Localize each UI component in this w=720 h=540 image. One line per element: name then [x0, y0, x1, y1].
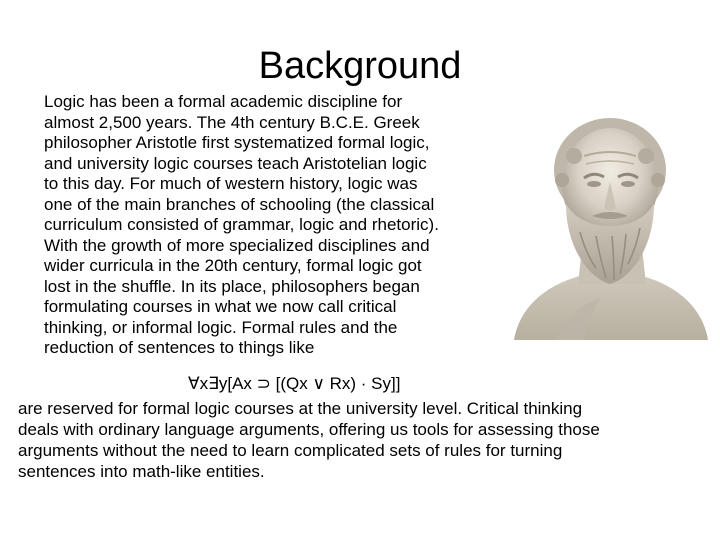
closing-paragraph [18, 398, 712, 482]
paragraph-line: philosopher Aristotle first systematized formal logic, [44, 133, 430, 152]
paragraph-line: Logic has been a formal academic discipline for [44, 92, 403, 111]
paragraph-line: thinking, or informal logic. Formal rules and the [44, 317, 398, 337]
paragraph-line: sentences into math-like entities. [18, 462, 265, 481]
paragraph-line: and university logic courses teach Aristotelian logic [44, 153, 427, 173]
paragraph-line: curriculum consisted of grammar, logic and rhetoric). [44, 215, 439, 234]
paragraph-line: formulating courses in what we now call critical [44, 297, 397, 316]
intro-paragraph [44, 92, 524, 359]
paragraph-line: lost in the shuffle. In its place, philosophers began [44, 276, 420, 296]
paragraph-line: With the growth of more specialized disciplines and [44, 235, 430, 255]
paragraph-line: deals with ordinary language arguments, offering us tools for assessing those [18, 420, 600, 439]
slide-title [0, 40, 720, 92]
paragraph-line: arguments without the need to learn complicated sets of rules for turning [18, 441, 563, 460]
slide-title-text: Background [258, 45, 462, 87]
paragraph-line: one of the main branches of schooling (the classical [44, 194, 435, 214]
paragraph-line: to this day. For much of western history, logic was [44, 174, 418, 193]
logic-formula: ∀x∃y[Ax ⊃ [(Qx ∨ Rx) · Sy]] [188, 374, 401, 393]
aristotle-bust-image [496, 108, 714, 340]
paragraph-line: almost 2,500 years. The 4th century B.C.E. Greek [44, 112, 420, 132]
paragraph-line: wider curricula in the 20th century, formal logic got [44, 256, 422, 275]
paragraph-line: reduction of sentences to things like [44, 338, 315, 357]
paragraph-line: are reserved for formal logic courses at the university level. Critical thinking [18, 399, 583, 418]
